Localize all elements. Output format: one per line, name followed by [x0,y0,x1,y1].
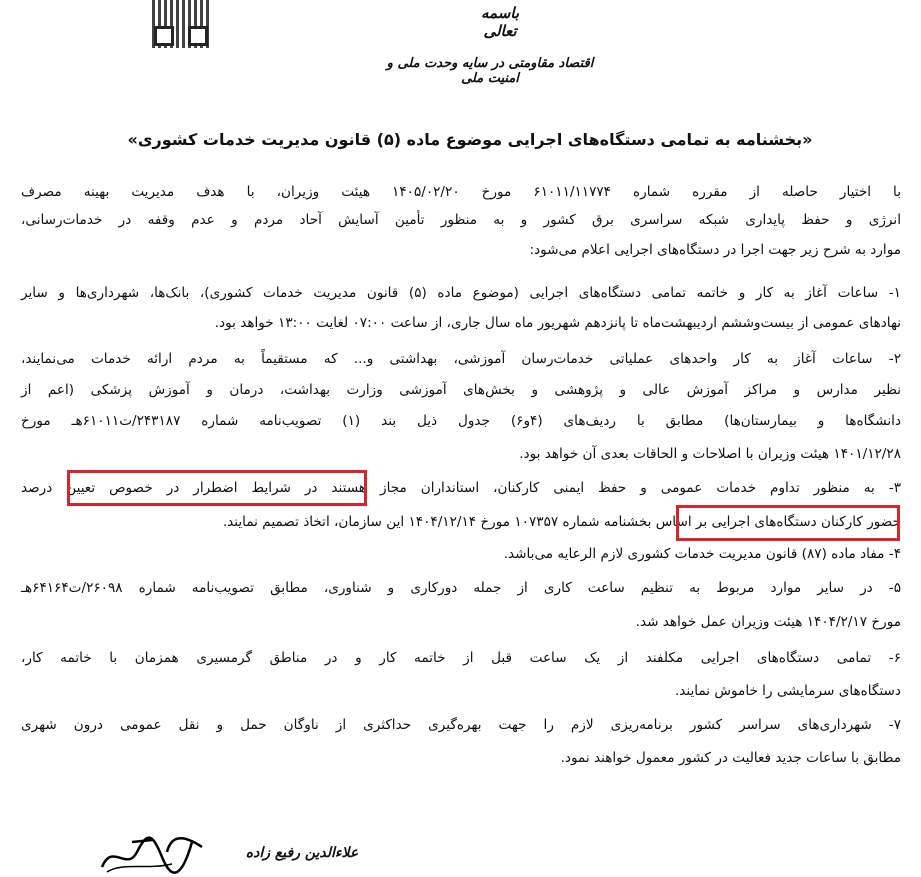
motto-header: اقتصاد مقاومتی در سایه وحدت ملی و امنیت ملی [386,56,594,86]
highlight-box-staff [676,505,900,541]
body-line: نهادهای عمومی از بیست‌وششم اردیبهشت‌ماه تا پانزدهم شهریور ماه سال جاری، از ساعت ۰۷:۰۰ لغایت ۱۳:۰۰ خواهد بود. [214,315,901,331]
qr-code [152,0,210,48]
body-line: ۱- ساعات آغاز به کار و خاتمه تمامی دستگاه‌های اجرایی (موضوع ماده (۵) قانون مدیریت خدمات کشوری)، بانک‌ها، شهرداری‌ها و سایر [21,285,901,301]
body-line: دستگاه‌های سرمایشی را خاموش نمایند. [674,683,901,699]
body-line: با اختیار حاصله از مقرره شماره ۶۱۰۱۱/۱۱۷۷۴ مورخ ۱۴۰۵/۰۲/۲۰ هیئت وزیران، با هدف مدیریت بهینه مصرف [21,184,901,200]
body-line: حضور کارکنان دستگاه‌های اجرایی بر اساس بخشنامه شماره ۱۰۷۳۵۷ مورخ ۱۴۰۴/۱۲/۱۴ این سازمان، اتخاذ تصمیم نمایند. [222,514,901,530]
body-line: ۱۴۰۱/۱۲/۲۸ هیئت وزیران با اصلاحات و الحاقات بعدی آن خواهد بود. [519,446,901,462]
besmellah-header: باسمه تعالی [480,4,520,40]
body-line: ۷- شهرداری‌های سراسر کشور برنامه‌ریزی لازم را جهت بهره‌گیری حداکثری از ناوگان حمل و نقل عمومی درون شهری [21,717,901,733]
body-line: ۲- ساعات آغاز به کار واحدهای عملیاتی خدمات‌رسان آموزشی، بهداشتی و... که مستقیماً به مردم ارائه خدمات می‌نمایند، [21,351,901,367]
body-line: نظیر مدارس و مراکز آموزش عالی و پژوهشی و بخش‌های آموزشی وزارت بهداشت، درمان و آموزش پزشکی (اعم از [21,382,901,398]
body-line: مطابق با ساعات جدید فعالیت در کشور معمول خواهند نمود. [560,750,901,766]
signature-scribble [92,822,222,877]
body-line: موارد به شرح زیر جهت اجرا در دستگاه‌های اجرایی اعلام می‌شود: [529,242,901,258]
body-line: مورخ ۱۴۰۴/۲/۱۷ هیئت وزیران عمل خواهد شد. [635,614,901,630]
body-line: ۵- در سایر موارد مربوط به تنظیم ساعت کاری از جمله دورکاری و شناوری، مطابق تصویب‌نامه شماره ۲۶۰۹۸/ت۶۴۱۶۴هـ [21,580,901,596]
body-line: دانشگاه‌ها و بیمارستان‌ها) مطابق با ردیف‌های (۴و۶) جدول ذیل بند (۱) تصویب‌نامه شماره ۲۴۳۱۸۷/ت۶۱۰۱۱هـ مورخ [21,413,901,429]
signer-name: علاءالدین رفیع زاده [245,845,359,861]
body-line: ۶- تمامی دستگاه‌های اجرایی مکلفند از یک ساعت قبل از خاتمه کار و در مناطق گرمسیری همزمان با خاتمه کار، [21,650,901,666]
body-line: ۳- به منظور تداوم خدمات عمومی و حفظ ایمنی کارکنان، استانداران مجاز هستند در شرایط اضطرار در خصوص تعیین درصد [21,480,901,496]
highlight-box-emergency [67,470,367,506]
body-line: ۴- مفاد ماده (۸۷) قانون مدیریت خدمات کشوری لازم الرعایه می‌باشد. [503,546,901,562]
document-title: «بخشنامه به تمامی دستگاه‌های اجرایی موضوع ماده (۵) قانون مدیریت خدمات کشوری» [127,130,813,149]
body-line: انرژی و حفظ پایداری شبکه سراسری برق کشور و به منظور تأمین آسایش آحاد مردم و عدم وقفه در خدمات‌رسانی، [21,212,901,228]
